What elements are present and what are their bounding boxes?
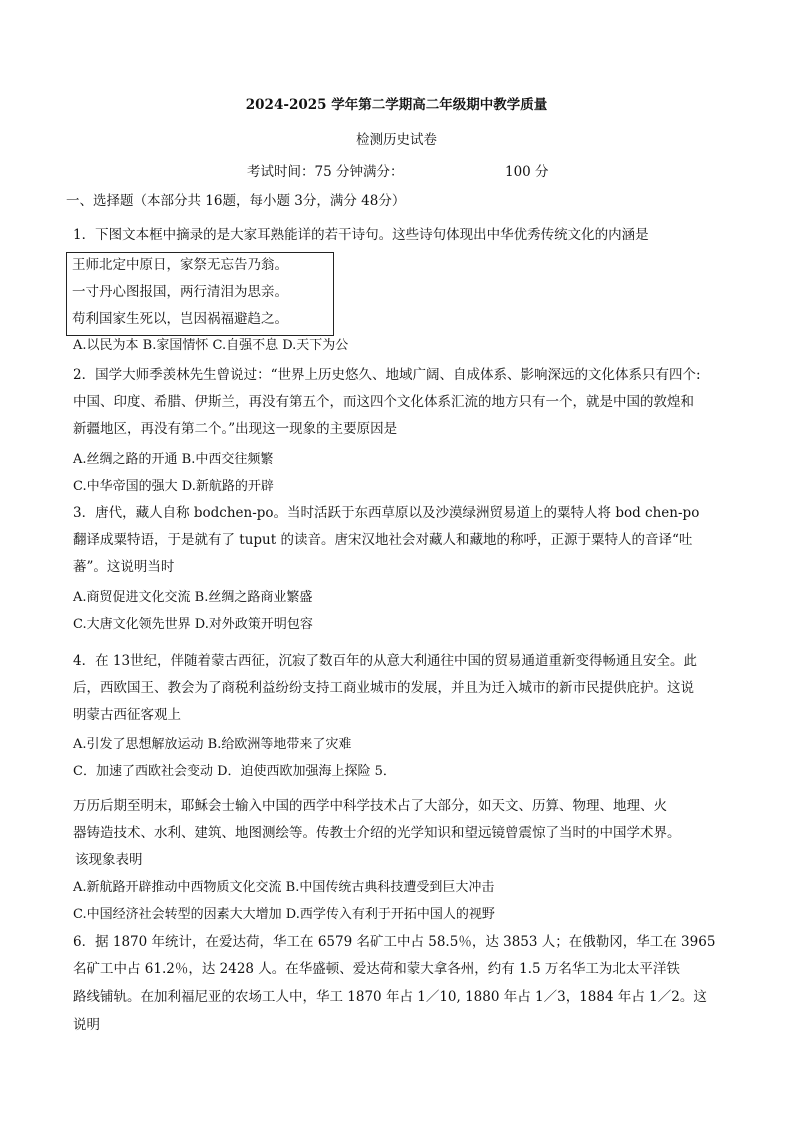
- q1-stem: 1．下图文本框中摘录的是大家耳熟能详的若干诗句。这些诗句体现出中华优秀传统文化的内涵是: [73, 227, 649, 243]
- q2-stem-line: 新疆地区，再没有第二个。”出现这一现象的主要原因是: [73, 421, 398, 437]
- q4-stem-line: 明蒙古西征客观上: [73, 707, 181, 723]
- q5-stem-line: 器铸造技术、水利、建筑、地图测绘等。传教士介绍的光学知识和望远镜曾震惊了当时的中国学术界。: [73, 825, 681, 841]
- q2-options: C.中华帝国的强大 D.新航路的开辟: [73, 479, 274, 494]
- q2-stem-line: 中国、印度、希腊、伊斯兰，再没有第五个，而这四个文化体系汇流的地方只有一个，就是中国的敦煌和: [73, 394, 694, 410]
- q2-options: A.丝绸之路的开通 B.中西交往频繁: [73, 452, 274, 467]
- q1-options: A.以民为本 B.家国情怀 C.自强不息 D.天下为公: [73, 338, 349, 353]
- q6-stem-line: 名矿工中占 61.2％，达 2428 人。在华盛顿、爱达荷和蒙大拿各州，约有 1.5 万名华工为北太平洋铁: [73, 961, 680, 977]
- q6-stem-line: 6．据 1870 年统计，在爱达荷，华工在 6579 名矿工中占 58.5％，达 3853 人；在俄勒冈，华工在 3965: [73, 934, 716, 950]
- q3-options: C.大唐文化领先世界 D.对外政策开明包容: [73, 617, 313, 632]
- q5-stem-line: 该现象表明: [75, 852, 143, 868]
- q4-options: A.引发了思想解放运动 B.给欧洲等地带来了灾难: [73, 737, 352, 752]
- q4-options: C．加速了西欧社会变动 D．迫使西欧加强海上探险 5．: [73, 764, 396, 779]
- section-heading: 一、选择题（本部分共 16题，每小题 3分，满分 48分）: [66, 193, 406, 209]
- q5-options: A.新航路开辟推动中西物质文化交流 B.中国传统古典科技遭受到巨大冲击: [73, 880, 495, 895]
- q5-stem-line: 万历后期至明末，耶稣会士输入中国的西学中科学技术占了大部分，如天文、历算、物理、地理、火: [73, 798, 667, 814]
- q3-stem-line: 翻译成粟特语，于是就有了 tuput 的读音。唐宋汉地社会对藏人和藏地的称呼，正源于粟特人的音译“吐: [73, 532, 693, 548]
- q3-stem-line: 3．唐代，藏人自称 bodchen-po。当时活跃于东西草原以及沙漠绿洲贸易道上的粟特人将 bod chen-po: [73, 505, 700, 521]
- exam-title-line1: 2024-2025 学年第二学期高二年级期中教学质量: [245, 97, 548, 113]
- q4-stem-line: 4．在 13世纪，伴随着蒙古西征，沉寂了数百年的从意大利通往中国的贸易通道重新变得畅通且安全。此: [73, 653, 698, 669]
- q5-options: C.中国经济社会转型的因素大大增加 D.西学传入有利于开拓中国人的视野: [73, 907, 495, 922]
- q1-poem-line: 王师北定中原日，家祭无忘告乃翁。: [72, 257, 288, 273]
- q3-options: A.商贸促进文化交流 B.丝绸之路商业繁盛: [73, 590, 313, 605]
- q6-stem-line: 路线铺轨。在加利福尼亚的农场工人中，华工 1870 年占 1／10, 1880 年占 1／3，1884 年占 1／2。这: [73, 989, 707, 1005]
- q3-stem-line: 蕃”。这说明当时: [73, 559, 175, 575]
- q6-stem-line: 说明: [73, 1017, 100, 1033]
- exam-time-label: 考试时间：75 分钟满分：: [247, 164, 404, 180]
- exam-title-line2: 检测历史试卷: [356, 132, 437, 148]
- q1-poem-line: 一寸丹心图报国，两行清泪为思亲。: [72, 284, 288, 300]
- full-score-label: 100 分: [505, 164, 549, 180]
- q4-stem-line: 后，西欧国王、教会为了商税利益纷纷支持工商业城市的发展，并且为迁入城市的新市民提供庇护。这说: [73, 680, 694, 696]
- q1-poem-line: 苟利国家生死以，岂因祸福避趋之。: [72, 311, 288, 327]
- q2-stem-line: 2．国学大师季羡林先生曾说过：“世界上历史悠久、地域广阔、自成体系、影响深远的文化体系只有四个:: [73, 367, 701, 383]
